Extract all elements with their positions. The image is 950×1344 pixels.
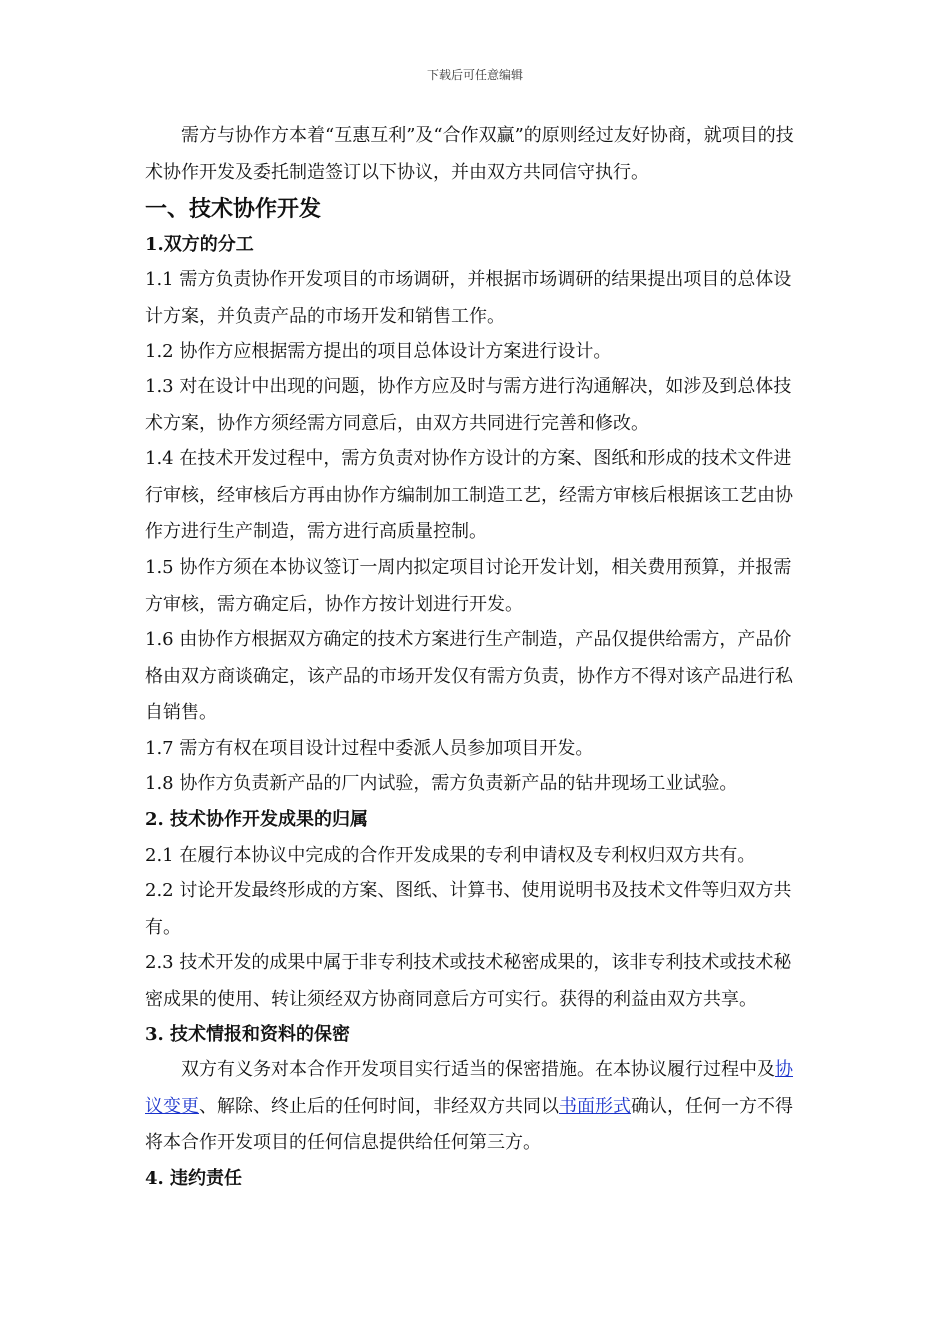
- clause-1-8: 1.8 协作方负责新产品的厂内试验，需方负责新产品的钻井现场工业试验。: [145, 773, 738, 794]
- clause-1-3: 1.3 对在设计中出现的问题，协作方应及时与需方进行沟通解决，如涉及到总体技术方案，协作方须经需方同意后，由双方共同进行完善和修改。: [145, 376, 792, 434]
- confidentiality-text-2: 、解除、终止后的任何时间，非经双方共同以: [199, 1095, 559, 1117]
- confidentiality-text-3: 确认，任何一方不得将本合作开发项目的任何信息提供给任何第三方。: [145, 1095, 793, 1153]
- clause-2-1: 2.1 在履行本协议中完成的合作开发成果的专利申请权及专利权归双方共有。: [145, 845, 756, 866]
- agreement-change-link[interactable]: 协议变更: [145, 1059, 793, 1117]
- clause-2-3: 2.3 技术开发的成果中属于非专利技术或技术秘密成果的，该非专利技术或技术秘密成果的使用、转让须经双方协商同意后方可实行。获得的利益由双方共享。: [145, 952, 792, 1010]
- clause-1-1: 1.1 需方负责协作开发项目的市场调研，并根据市场调研的结果提出项目的总体设计方案，并负责产品的市场开发和销售工作。: [145, 269, 792, 327]
- clause-1-6: 1.6 由协作方根据双方确定的技术方案进行生产制造，产品仅提供给需方，产品价格由双方商谈确定，该产品的市场开发仅有需方负责，协作方不得对该产品进行私自销售。: [145, 629, 793, 723]
- page-header-note: 下载后可任意编辑: [426, 68, 523, 82]
- clause-1-5: 1.5 协作方须在本协议签订一周内拟定项目讨论开发计划，相关费用预算，并报需方审核，需方确定后，协作方按计划进行开发。: [145, 557, 792, 615]
- section-title: 一、技术协作开发: [145, 197, 322, 222]
- written-form-link[interactable]: 书面形式: [559, 1095, 631, 1117]
- subsection-title-2: 2. 技术协作开发成果的归属: [145, 809, 369, 830]
- confidentiality-text-1: 双方有义务对本合作开发项目实行适当的保密措施。在本协议履行过程中及: [181, 1059, 775, 1080]
- intro-paragraph: 需方与协作方本着“互惠互利”及“合作双赢”的原则经过友好协商，就项目的技术协作开发及委托制造签订以下协议，并由双方共同信守执行。: [145, 125, 794, 183]
- subsection-title-3: 3. 技术情报和资料的保密: [145, 1024, 351, 1045]
- subsection-title-1: 1.双方的分工: [145, 234, 254, 255]
- clause-1-4: 1.4 在技术开发过程中，需方负责对协作方设计的方案、图纸和形成的技术文件进行审核，经审核后方再由协作方编制加工制造工艺，经需方审核后根据该工艺由协作方进行生产制造，需方进行高质量控制。: [145, 448, 793, 542]
- clause-2-2: 2.2 讨论开发最终形成的方案、图纸、计算书、使用说明书及技术文件等归双方共有。: [145, 880, 792, 938]
- confidentiality-paragraph: [145, 1052, 807, 1162]
- clause-1-7: 1.7 需方有权在项目设计过程中委派人员参加项目开发。: [145, 738, 594, 759]
- clause-1-2: 1.2 协作方应根据需方提出的项目总体设计方案进行设计。: [145, 341, 612, 362]
- subsection-title-4: 4. 违约责任: [145, 1168, 243, 1189]
